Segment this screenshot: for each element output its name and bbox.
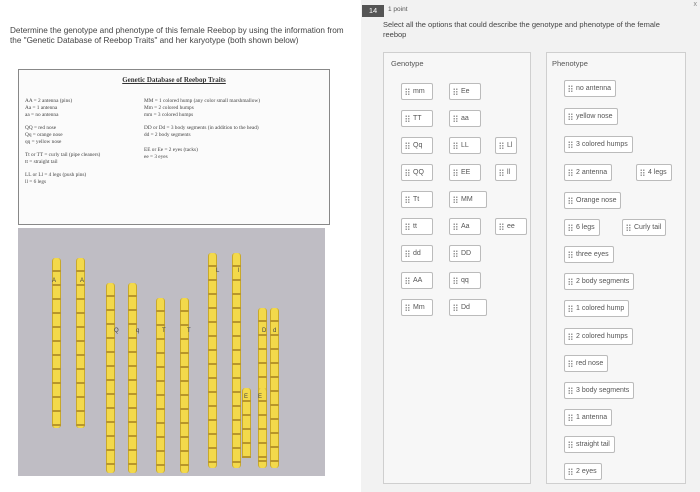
drag-handle-icon — [405, 223, 410, 231]
chip-label: Mm — [413, 304, 425, 311]
phenotype-chip[interactable] — [564, 192, 621, 209]
phenotype-chip[interactable] — [564, 328, 633, 345]
chip-label: Dd — [461, 304, 470, 311]
drag-handle-icon — [568, 197, 573, 205]
database-entry: QQ = red nose — [25, 125, 57, 131]
chip-label: straight tail — [576, 441, 610, 448]
chip-label: DD — [461, 250, 472, 257]
database-entry: AA = 2 antenna (pins) — [25, 98, 73, 104]
phenotype-chip[interactable] — [564, 136, 633, 153]
chip-label: mm — [413, 88, 425, 95]
chip-label: EE — [461, 169, 471, 176]
chip-label: Tt — [413, 196, 420, 203]
phenotype-chip[interactable] — [564, 355, 608, 372]
chip-label: 2 eyes — [576, 468, 597, 475]
phenotype-chip[interactable] — [636, 164, 672, 181]
chip-label: tt — [413, 223, 417, 230]
chip-label: Orange nose — [576, 197, 617, 204]
drag-handle-icon — [453, 277, 458, 285]
chip-label: 3 colored humps — [576, 141, 628, 148]
chip-label: 1 antenna — [576, 414, 608, 421]
genotype-chip[interactable] — [495, 218, 527, 235]
drag-handle-icon — [405, 169, 410, 177]
phenotype-chip[interactable] — [564, 108, 618, 125]
chip-label: red nose — [576, 360, 604, 367]
chip-label: AA — [413, 277, 423, 284]
database-group — [144, 147, 260, 161]
chromosome — [106, 283, 115, 473]
chip-label: 3 body segments — [576, 387, 630, 394]
genotype-chip[interactable] — [449, 83, 481, 100]
genotype-chip[interactable] — [495, 164, 517, 181]
chip-label: Ee — [461, 88, 470, 95]
database-group — [25, 152, 100, 166]
database-entry: LL or Ll = 4 legs (push pins) — [25, 172, 87, 178]
drag-handle-icon — [568, 441, 573, 449]
genotype-chip[interactable] — [449, 164, 481, 181]
genotype-chip[interactable] — [449, 191, 487, 208]
chip-label: 2 body segments — [576, 278, 630, 285]
drag-handle-icon — [499, 169, 504, 177]
drag-handle-icon — [405, 304, 410, 312]
database-group — [144, 98, 260, 119]
allele-label: T — [187, 328, 191, 334]
chip-label: 2 antenna — [576, 169, 608, 176]
drag-handle-icon — [626, 224, 631, 232]
chip-label: QQ — [413, 169, 424, 176]
database-column-2 — [144, 98, 260, 167]
chip-label: qq — [461, 277, 469, 284]
drag-handle-icon — [453, 196, 458, 204]
chromosome — [208, 253, 220, 468]
genotype-chip[interactable] — [449, 218, 481, 235]
chip-label: MM — [461, 196, 473, 203]
chip-label: ll — [507, 169, 511, 176]
drag-handle-icon — [453, 250, 458, 258]
drag-handle-icon — [568, 333, 573, 341]
drag-handle-icon — [499, 223, 504, 231]
close-icon[interactable]: x — [693, 1, 697, 8]
allele-label: E — [244, 394, 249, 400]
drag-handle-icon — [405, 115, 410, 123]
phenotype-chip[interactable] — [564, 436, 615, 453]
database-group — [144, 125, 260, 139]
phenotype-chip[interactable] — [564, 382, 634, 399]
chip-label: Curly tail — [634, 224, 662, 231]
genotype-chip[interactable] — [449, 110, 481, 127]
drag-handle-icon — [453, 142, 458, 150]
drag-handle-icon — [568, 85, 573, 93]
phenotype-chip[interactable] — [564, 246, 614, 263]
drag-handle-icon — [568, 278, 573, 286]
drag-handle-icon — [568, 360, 573, 368]
phenotype-chip[interactable] — [564, 80, 616, 97]
genotype-chip[interactable] — [449, 272, 481, 289]
drag-handle-icon — [568, 224, 573, 232]
allele-label: A — [52, 278, 57, 284]
genotype-chip[interactable] — [401, 83, 433, 100]
database-entry: aa = no antenna — [25, 112, 59, 118]
database-entry: dd = 2 body segments — [144, 132, 191, 138]
database-entry: MM = 1 colored hump (any color small marshmallow) — [144, 98, 260, 104]
drag-handle-icon — [405, 277, 410, 285]
chip-label: Aa — [461, 223, 470, 230]
chip-label: dd — [413, 250, 421, 257]
chip-label: yellow nose — [576, 113, 613, 120]
drag-handle-icon — [405, 88, 410, 96]
question-prompt: Select all the options that could describe the genotype and phenotype of the female reebop — [383, 20, 660, 39]
phenotype-chip[interactable] — [564, 409, 612, 426]
allele-label: T — [162, 328, 166, 334]
database-entry: qq = yellow nose — [25, 139, 62, 145]
chip-label: ee — [507, 223, 515, 230]
drag-handle-icon — [568, 414, 573, 422]
genotype-chip[interactable] — [401, 218, 433, 235]
chip-label: LL — [461, 142, 469, 149]
phenotype-label: Phenotype — [552, 59, 588, 68]
drag-handle-icon — [405, 250, 410, 258]
database-entry: ee = 3 eyes — [144, 154, 168, 160]
instructions-text: Determine the genotype and phenotype of this female Reebop by using the information from the "Genetic Database of Reebop Traits" and her karyotype (both shown below) — [10, 26, 344, 45]
genotype-chip[interactable] — [401, 299, 433, 316]
chip-label: 2 colored humps — [576, 333, 628, 340]
chromosome — [128, 283, 140, 473]
drag-handle-icon — [453, 115, 458, 123]
chip-label: 1 colored hump — [576, 305, 625, 312]
drag-handle-icon — [453, 304, 458, 312]
genetic-database-box — [18, 69, 330, 225]
database-entry: EE or Ee = 2 eyes (tacks) — [144, 147, 198, 153]
phenotype-chip[interactable] — [564, 300, 629, 317]
chip-label: Qq — [413, 142, 423, 149]
genotype-chip[interactable] — [401, 272, 433, 289]
drag-handle-icon — [453, 169, 458, 177]
allele-label: D — [262, 328, 267, 334]
drag-handle-icon — [568, 251, 573, 259]
chip-label: 4 legs — [648, 169, 667, 176]
drag-handle-icon — [568, 113, 573, 121]
drag-handle-icon — [453, 88, 458, 96]
drag-handle-icon — [405, 196, 410, 204]
allele-label: d — [273, 328, 277, 334]
genotype-chip[interactable] — [495, 137, 517, 154]
genotype-chip[interactable] — [449, 245, 481, 262]
drag-handle-icon — [499, 142, 504, 150]
phenotype-chip[interactable] — [622, 219, 666, 236]
allele-label: L — [216, 268, 220, 274]
database-entry: tt = straight tail — [25, 159, 58, 165]
phenotype-chip[interactable] — [564, 164, 612, 181]
phenotype-chip[interactable] — [564, 463, 602, 480]
database-entry: mm = 3 colored humps — [144, 112, 194, 118]
genotype-chip[interactable] — [449, 137, 481, 154]
drag-handle-icon — [568, 141, 573, 149]
chip-label: Ll — [507, 142, 513, 149]
drag-handle-icon — [568, 387, 573, 395]
chip-label: TT — [413, 115, 422, 122]
genotype-chip[interactable] — [401, 137, 433, 154]
chip-label: no antenna — [576, 85, 612, 92]
drag-handle-icon — [640, 169, 645, 177]
allele-label: A — [80, 278, 85, 284]
database-entry: DD or Dd = 3 body segments (in addition to the head) — [144, 125, 259, 131]
drag-handle-icon — [405, 142, 410, 150]
drag-handle-icon — [453, 223, 458, 231]
database-entry: Qq = orange nose — [25, 132, 63, 138]
allele-label: E — [258, 394, 263, 400]
allele-label: q — [136, 328, 140, 334]
question-panel — [361, 0, 700, 492]
database-entry: Mm = 2 colored humps — [144, 105, 194, 111]
database-column-1 — [25, 98, 100, 192]
chip-label: aa — [461, 115, 469, 122]
question-points: 1 point — [388, 6, 408, 13]
phenotype-chip[interactable] — [564, 273, 634, 290]
genotype-chip[interactable] — [449, 299, 487, 316]
database-group — [25, 98, 100, 119]
phenotype-chip[interactable] — [564, 219, 600, 236]
genotype-chip[interactable] — [401, 245, 433, 262]
database-entry: ll = 6 legs — [25, 179, 47, 185]
karyotype-photo — [18, 228, 325, 476]
drag-handle-icon — [568, 468, 573, 476]
database-group — [25, 125, 100, 146]
chromosome — [232, 253, 241, 468]
genotype-label: Genotype — [391, 59, 424, 68]
genotype-chip[interactable] — [401, 110, 433, 127]
database-group — [25, 172, 100, 186]
allele-label: l — [238, 268, 240, 274]
allele-label: Q — [114, 328, 119, 334]
chromosome — [180, 298, 189, 473]
chromosome — [156, 298, 165, 473]
database-title: Genetic Database of Reebop Traits — [122, 76, 226, 84]
drag-handle-icon — [568, 169, 573, 177]
database-entry: Tt or TT = curly tail (pipe cleaners) — [25, 152, 101, 158]
chip-label: 6 legs — [576, 224, 595, 231]
question-number-badge: 14 — [362, 5, 384, 17]
chip-label: three eyes — [576, 251, 609, 258]
drag-handle-icon — [568, 305, 573, 313]
database-entry: Aa = 1 antenna — [25, 105, 58, 111]
genotype-chip[interactable] — [401, 191, 433, 208]
genotype-chip[interactable] — [401, 164, 433, 181]
